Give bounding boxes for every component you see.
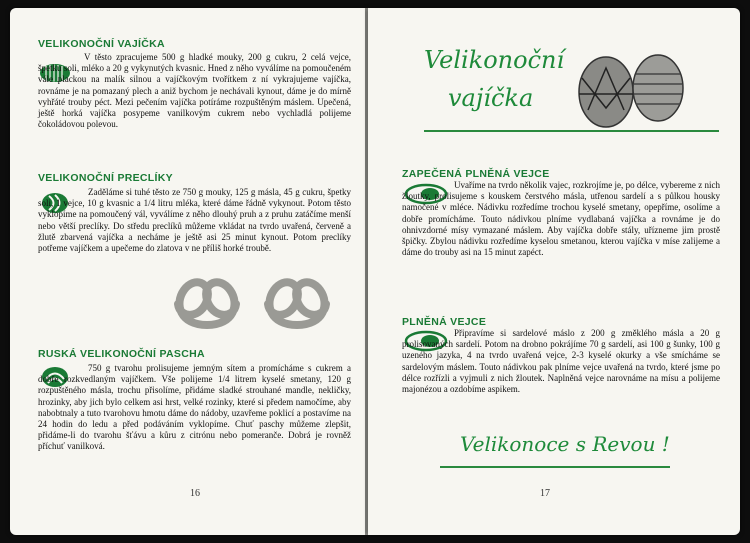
closing-slogan: Velikonoce s Revou ! <box>460 432 670 456</box>
decorated-egg-icon <box>568 48 693 130</box>
section-text-vajicka: V těsto zpracujeme 500 g hladké mouky, 200 g cukru, 2 celá vejce, špetku soli, mléko a 20 g vykynutých kvasnic. Hned z něho vyválíme na pomoučeném vále plackou na malík silnou a vajíčkovým tvořítkem z ní vykrajujeme vajíčka, rovnáme je na pomazaný plech a aniž bychom je nechávali kynout, dáme je do mírně vyhřáté trouby péct. Mezi pečením vajíčka potíráme rozpuštěným máslem. Upečená, ještě horká vajíčka posypeme vanilkovým cukrem nebo vychladlá polijeme čokoládovou polevou. <box>38 52 351 130</box>
right-page <box>368 8 740 535</box>
section-title-zapecena: ZAPEČENÁ PLNĚNÁ VEJCE <box>402 168 550 180</box>
section-title-vajicka: VELIKONOČNÍ VAJÍČKA <box>38 38 165 50</box>
section-title-preclicky: VELIKONOČNÍ PRECLÍKY <box>38 172 173 184</box>
page-number: 16 <box>190 488 200 499</box>
section-text-zapecena: Uvaříme na tvrdo několik vajec, rozkrojíme je, po délce, vybereme z nich žloutky, prolisujeme s kouskem čerstvého másla, utřenou sardelí a s půlkou housky namočené v mléce. Nádivku rozředíme trochou kyselé smetany, opepříme, osolíme a dobře promícháme. Touto nádivkou plníme vydlabaná vajíčka a rovnáme je do ohnivzdorné mísy vymazané máslem. Aby vajíčka dobře stály, uřízneme jim prostě špičky. Zbylou nádivku rozředíme kyselou smetanou, kterou vajíčka v míse zalijeme a dáme do trouby asi na 15 minut zapéct. <box>402 180 720 258</box>
section-title-plnena: PLNĚNÁ VEJCE <box>402 316 487 328</box>
banner-title-line2: vajíčka <box>448 84 534 112</box>
pretzel-icon <box>260 270 335 332</box>
section-text-plnena: Připravíme si sardelové máslo z 200 g změklého másla a 20 g prolisovaných sardelí. Potom na drobno pokrájíme 70 g sardelí, asi 100 g šunky, 100 g uzeného jazyka, 4 na tvrdo uvařená vejce, 2-3 kyselé okurky a vše smícháme se sardelovým máslem. Touto nádivkou pak plníme vejce uvařená na tvrdo, které jsme po délce rozřízli a vyjmuli z nich žloutek. Naplněná vejce narovnáme na mísu a polijeme majonézou a ozdobíme aspikem. <box>402 328 720 395</box>
pretzel-icon <box>170 270 245 332</box>
section-text-preclicky: Zaděláme si tuhé těsto ze 750 g mouky, 125 g másla, 45 g cukru, špetky soli, 1 vejce, 10 g kvasnic a 1/4 litru mléka, které dáme řádně vykynout. Potom těsto vyklopíme na pomoučený vál, vyválíme z něho dlouhý pruh a z pruhu zatáčíme menší nebo větší preclíky. Do středu preclíků můžeme vkládat na tvrdo uvařená, červeně a žlutě zbarvená vajíčka a necháme je ještě asi 25 minut kynout. Potom preclíky potřeme vajíčkem a upečeme do zlatova v ne příliš horké troubě. <box>38 187 351 254</box>
banner-title-line1: Velikonoční <box>424 46 565 74</box>
left-page <box>10 8 365 535</box>
section-title-pascha: RUSKÁ VELIKONOČNÍ PASCHA <box>38 348 205 360</box>
page-number: 17 <box>540 488 550 499</box>
banner-divider <box>424 130 719 132</box>
closing-underline <box>440 466 670 468</box>
section-text-pascha: 750 g tvarohu prolisujeme jemným sítem a promícháme s cukrem a dobře rozkvedlaným vajíčkem. Vše polijeme 1/4 litrem kyselé smetany, 120 g rozpuštěného másla, trochu přisolíme, přidáme sladké strouhané mandle, nekličky, hrozinky, aby jich bylo celkem asi hrst, velké rozinky, které si předem namočíme, aby nabobtnaly a tuto tvarohovu hmotu dáme do nádoby, uzavřeme poklicí a postavíme na 24 hodin do ledu a před podáváním vyklopíme. Chuť paschy můžeme zlepšit, přidáme-li do tvarohu šťávu a kůru z citrónu nebo pomeranče. Dobrá je rovněž příchuť vanilková. <box>38 363 351 452</box>
